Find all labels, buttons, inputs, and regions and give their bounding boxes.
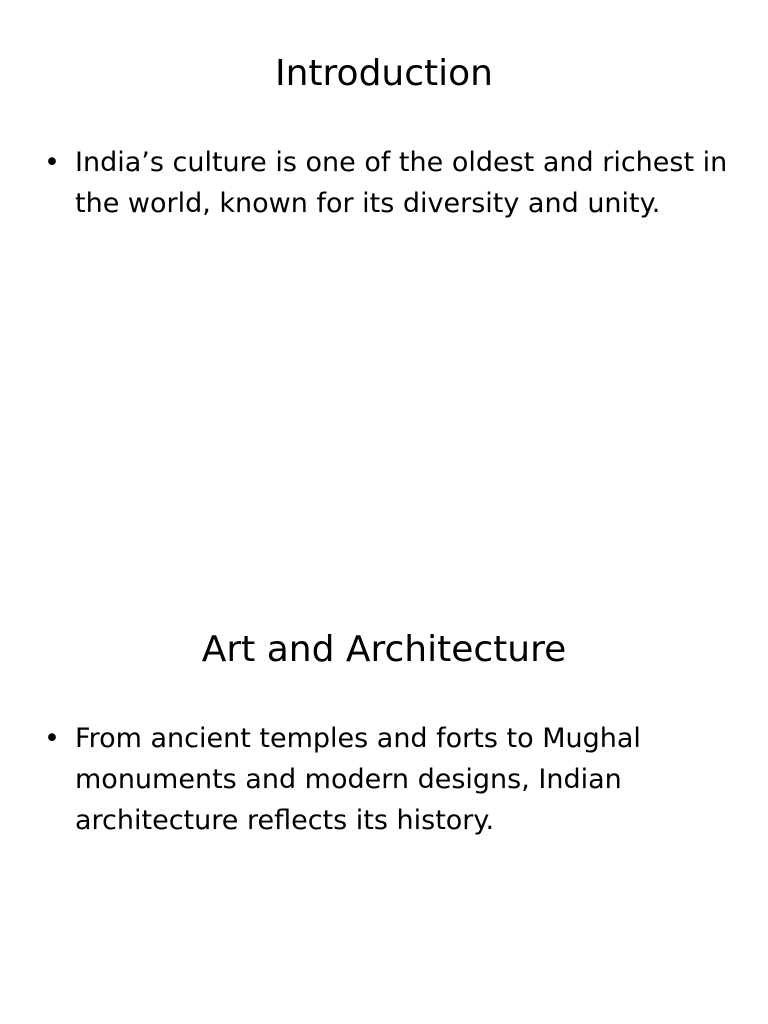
- bullet-icon: •: [44, 723, 60, 754]
- bullet-text: India’s culture is one of the oldest and richest in the world, known for its diversity and unity.: [75, 147, 728, 219]
- slide-art-and-architecture: [0, 576, 768, 1024]
- slide-title: Art and Architecture: [201, 629, 567, 670]
- bullet-icon: •: [44, 147, 60, 178]
- bullet-list: [40, 142, 730, 224]
- bullet-item: [40, 142, 730, 224]
- bullet-text: From ancient temples and forts to Mughal monuments and modern designs, Indian architecture reflects its history.: [75, 723, 641, 836]
- slide-title: Introduction: [274, 53, 493, 94]
- bullet-item: [40, 718, 730, 841]
- bullet-list: [40, 718, 730, 841]
